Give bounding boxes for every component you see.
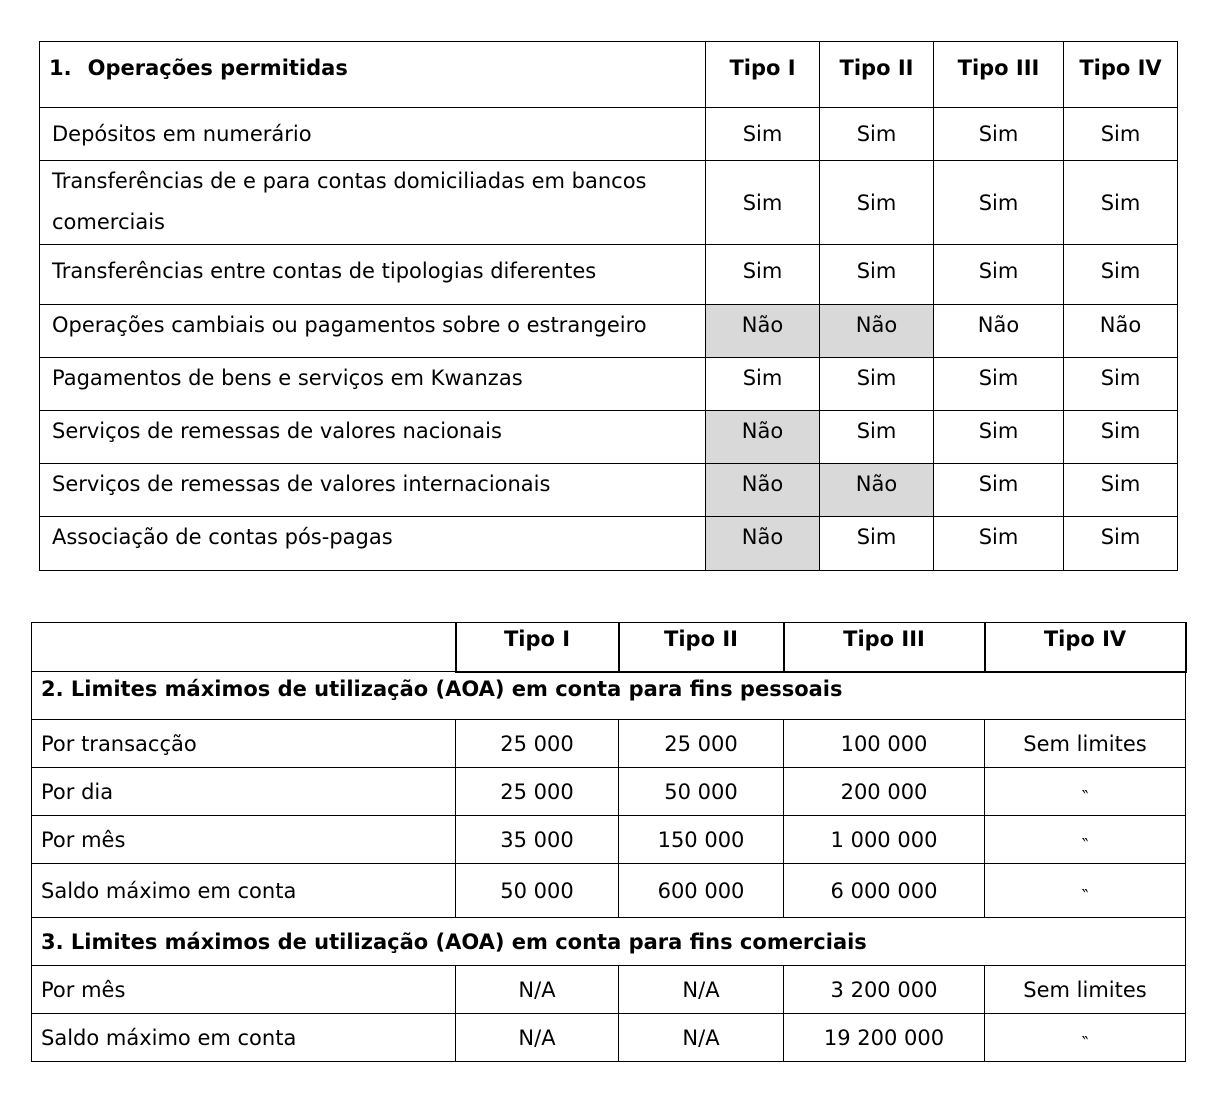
table-row [40,358,1178,411]
operations-table [39,41,1178,571]
cell-value: 25 000 [456,720,619,768]
cell-value: 1 000 000 [784,816,985,864]
cell-value: 50 000 [619,768,784,816]
cell-value: Sim [820,161,934,245]
table-row [32,816,1186,864]
table-row [32,768,1186,816]
cell-value: Sim [934,517,1064,571]
row-label: Saldo máximo em conta [32,1014,456,1062]
ditto-mark: ‶ [985,864,1186,918]
cell-value: Sim [934,411,1064,464]
cell-value: Sim [820,358,934,411]
cell-value: Sim [706,161,820,245]
table-row [40,161,1178,245]
row-label: Por transacção [32,720,456,768]
cell-value-shaded: Não [706,305,820,358]
ditto-mark: ‶ [985,1014,1186,1062]
col-tipo-ii: Tipo II [619,623,784,672]
cell-value-shaded: Não [706,517,820,571]
cell-value: Não [1064,305,1178,358]
cell-value: Sem limites [985,966,1186,1014]
operations-header-row [40,42,1178,108]
col-tipo-iv: Tipo IV [1064,42,1178,108]
cell-value: Sim [820,517,934,571]
table-row [32,966,1186,1014]
cell-value: N/A [619,966,784,1014]
cell-value: Não [934,305,1064,358]
row-label: Associação de contas pós-pagas [40,517,706,571]
table-row [40,245,1178,305]
cell-value: N/A [456,1014,619,1062]
table-row [32,864,1186,918]
row-label [40,161,706,245]
col-tipo-iv: Tipo IV [985,623,1186,672]
cell-value: 35 000 [456,816,619,864]
limits-table [31,622,1187,1062]
row-label: Serviços de remessas de valores internacionais [40,464,706,517]
cell-value: Sim [934,358,1064,411]
table-row [40,305,1178,358]
cell-value: Sim [1064,464,1178,517]
cell-value: 25 000 [456,768,619,816]
cell-value: 600 000 [619,864,784,918]
empty-header-cell [32,623,456,672]
cell-value: N/A [456,966,619,1014]
section-number: 1. [49,56,72,80]
cell-value: Sim [934,464,1064,517]
row-label: Saldo máximo em conta [32,864,456,918]
cell-value: 6 000 000 [784,864,985,918]
col-tipo-iii: Tipo III [784,623,985,672]
cell-value: Sim [1064,161,1178,245]
section-row [32,918,1186,966]
cell-value: Sim [1064,517,1178,571]
operations-title [40,42,706,108]
cell-value: 150 000 [619,816,784,864]
cell-value: Sim [706,245,820,305]
ditto-mark: ‶ [985,768,1186,816]
section-title-personal: 2. Limites máximos de utilização (AOA) em conta para fins pessoais [32,672,1186,720]
cell-value: Sim [934,161,1064,245]
cell-value-shaded: Não [706,411,820,464]
section-title: Operações permitidas [87,56,348,80]
cell-value: 3 200 000 [784,966,985,1014]
cell-value-shaded: Não [820,464,934,517]
table-row [40,108,1178,161]
cell-value: Sim [934,245,1064,305]
table-row [32,720,1186,768]
table-row [40,464,1178,517]
row-label-line1: Transferências de e para contas domiciliadas em bancos [52,169,647,193]
row-label: Pagamentos de bens e serviços em Kwanzas [40,358,706,411]
row-label: Por mês [32,816,456,864]
table-row [40,411,1178,464]
cell-value: 50 000 [456,864,619,918]
cell-value: Sim [706,108,820,161]
row-label: Depósitos em numerário [40,108,706,161]
limits-header-row [32,623,1186,672]
cell-value: Sim [820,108,934,161]
cell-value: Sim [1064,108,1178,161]
cell-value: Sim [1064,411,1178,464]
ditto-mark: ‶ [985,816,1186,864]
cell-value: Sim [934,108,1064,161]
row-label: Por mês [32,966,456,1014]
section-row [32,672,1186,720]
cell-value: N/A [619,1014,784,1062]
cell-value: 200 000 [784,768,985,816]
row-label-line2: comerciais [52,210,165,234]
row-label: Por dia [32,768,456,816]
cell-value-shaded: Não [706,464,820,517]
col-tipo-ii: Tipo II [820,42,934,108]
table-row [40,517,1178,571]
col-tipo-i: Tipo I [706,42,820,108]
row-label: Operações cambiais ou pagamentos sobre o estrangeiro [40,305,706,358]
col-tipo-iii: Tipo III [934,42,1064,108]
cell-value-shaded: Não [820,305,934,358]
row-label: Transferências entre contas de tipologias diferentes [40,245,706,305]
cell-value: Sim [1064,358,1178,411]
row-label: Serviços de remessas de valores nacionais [40,411,706,464]
cell-value: Sim [1064,245,1178,305]
col-tipo-i: Tipo I [456,623,619,672]
section-title-commercial: 3. Limites máximos de utilização (AOA) em conta para fins comerciais [32,918,1186,966]
cell-value: 25 000 [619,720,784,768]
table-row [32,1014,1186,1062]
cell-value: Sem limites [985,720,1186,768]
cell-value: Sim [706,358,820,411]
cell-value: 100 000 [784,720,985,768]
cell-value: Sim [820,245,934,305]
cell-value: Sim [820,411,934,464]
cell-value: 19 200 000 [784,1014,985,1062]
